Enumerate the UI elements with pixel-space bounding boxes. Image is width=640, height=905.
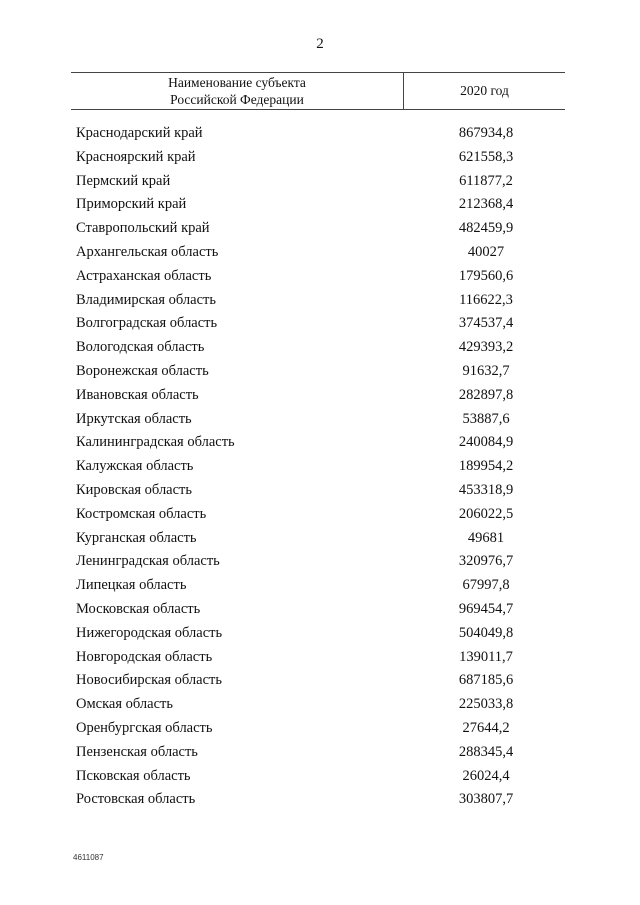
region-name: Псковская область [76,767,191,784]
document-code: 4611087 [73,853,104,862]
table-row [0,431,640,455]
table-row [0,741,640,765]
region-name: Оренбургская область [76,719,213,736]
table-row [0,717,640,741]
table-row [0,170,640,194]
table-row [0,479,640,503]
table-row [0,527,640,551]
region-name: Воронежская область [76,362,209,379]
table-row [0,360,640,384]
region-value: 53887,6 [462,410,510,427]
region-value: 26024,4 [462,767,510,784]
region-value: 687185,6 [458,672,514,689]
region-value: 27644,2 [462,719,510,736]
table-header [71,72,565,110]
region-value: 611877,2 [459,172,513,189]
region-name: Курганская область [76,529,197,546]
table-row [0,122,640,146]
table-body [0,122,640,812]
region-value: 282897,8 [458,386,514,403]
header-subject-name-line1: Наименование субъекта [168,75,306,90]
region-value: 288345,4 [458,743,514,760]
table-row [0,622,640,646]
region-name: Красноярский край [76,148,196,165]
region-value: 179560,6 [458,267,514,284]
table-row [0,574,640,598]
region-value: 225033,8 [458,696,514,713]
region-name: Пермский край [76,172,171,189]
table-row [0,550,640,574]
region-name: Архангельская область [76,243,219,260]
header-subject-name [71,73,404,109]
table-row [0,669,640,693]
header-subject-name-line2: Российской Федерации [170,92,304,107]
region-name: Пензенская область [76,743,198,760]
region-value: 374537,4 [458,315,514,332]
region-value: 482459,9 [458,220,514,237]
table-row [0,241,640,265]
region-name: Астраханская область [76,267,212,284]
table-row [0,384,640,408]
region-value: 429393,2 [458,339,514,356]
table-row [0,598,640,622]
table-row [0,788,640,812]
region-name: Ленинградская область [76,553,220,570]
table-row [0,312,640,336]
region-name: Калининградская область [76,434,235,451]
table-row [0,336,640,360]
table-row [0,503,640,527]
region-value: 49681 [467,529,505,546]
region-name: Нижегородская область [76,624,223,641]
region-name: Ставропольский край [76,220,210,237]
table-row [0,408,640,432]
table-row [0,146,640,170]
table-row [0,455,640,479]
region-value: 139011,7 [459,648,513,665]
region-name: Краснодарский край [76,125,203,141]
region-value: 867934,8 [458,125,514,141]
region-value: 91632,7 [462,362,510,379]
header-year: 2020 год [460,83,509,98]
region-name: Вологодская область [76,339,205,356]
region-name: Новосибирская область [76,672,222,689]
region-value: 240084,9 [458,434,514,451]
region-name: Ростовская область [76,791,196,808]
region-value: 116622,3 [459,291,513,308]
table-row [0,193,640,217]
table-row [0,646,640,670]
region-value: 206022,5 [458,505,514,522]
region-name: Костромская область [76,505,207,522]
page-number: 2 [316,36,324,52]
region-name: Новгородская область [76,648,213,665]
region-name: Омская область [76,696,173,713]
table-row [0,265,640,289]
table-row [0,289,640,313]
region-value: 969454,7 [458,600,514,617]
region-name: Ивановская область [76,386,199,403]
region-value: 67997,8 [462,577,510,594]
region-name: Волгоградская область [76,315,218,332]
region-value: 189954,2 [458,458,514,475]
region-name: Липецкая область [76,577,187,594]
region-value: 621558,3 [458,148,514,165]
region-name: Калужская область [76,458,194,475]
table-row [0,217,640,241]
table-row [0,693,640,717]
region-name: Московская область [76,600,201,617]
region-value: 303807,7 [458,791,514,808]
region-name: Кировская область [76,481,193,498]
region-name: Владимирская область [76,291,216,308]
region-name: Приморский край [76,196,187,213]
region-value: 212368,4 [458,196,514,213]
table-row [0,765,640,789]
region-name: Иркутская область [76,410,192,427]
region-value: 40027 [467,243,505,260]
region-value: 453318,9 [458,481,514,498]
region-value: 504049,8 [458,624,514,641]
region-value: 320976,7 [458,553,514,570]
